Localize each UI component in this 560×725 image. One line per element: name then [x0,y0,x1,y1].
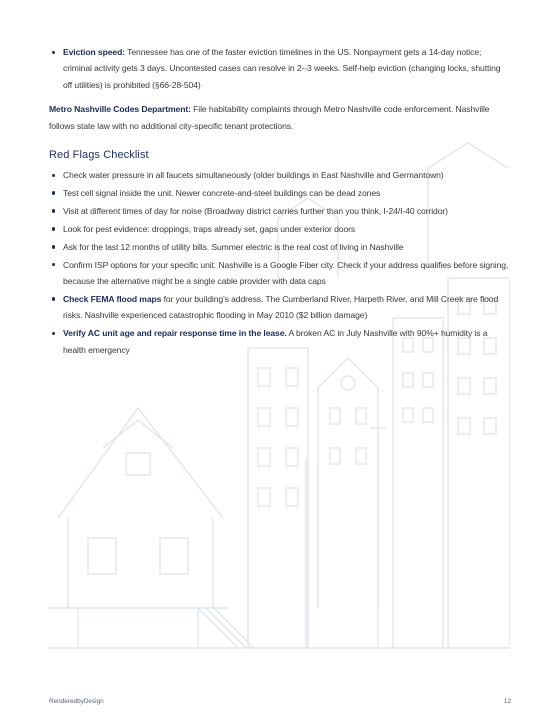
page-number: 12 [503,698,511,705]
checklist-item-text: Test cell signal inside the unit. Newer concrete-and-steel buildings can be dead zones [63,187,381,198]
bullet-icon [52,227,55,230]
checklist-item-text: Visit at different times of day for noise (Broadway district carries further than you think, I-24/I-40 corridor) [63,205,448,216]
checklist-item-emphasis: Verify AC unit age and repair response time in the lease. [63,328,287,339]
bullet-icon [52,191,55,194]
bullet-icon [52,174,55,177]
eviction-text: Tennessee has one of the faster eviction timelines in the US. Nonpayment gets a 14-day notice; criminal activity gets 3 days. Uncontested cases can resolve in 2--3 weeks. Self-help eviction (changing locks, shutting off utilities) is prohibited (§66-28-504) [63,47,501,90]
page-footer [49,698,511,705]
bullet-icon [52,51,55,54]
checklist-item [49,203,511,219]
checklist-item [49,257,511,290]
footer-brand: RenderedbyDesign [49,698,104,705]
eviction-list [49,44,511,93]
codes-text: File habitability complaints through Metro Nashville code enforcement. Nashville follows state law with no additional city-specific tenant protections. [49,104,490,131]
checklist-item [49,325,511,358]
checklist-item [49,291,511,324]
checklist-item-text: for your building's address. The Cumberland River, Harpeth River, and Mill Creek are flood risks. Nashville experienced catastrophic flooding in May 2010 ($2 billion damage) [63,293,499,321]
checklist-item-text: A broken AC in July Nashville with 90%+ humidity is a health emergency [63,328,488,355]
checklist-item-text: Look for pest evidence: droppings, traps already set, gaps under exterior doors [63,223,356,234]
bullet-icon [52,297,55,300]
bullet-icon [52,263,55,266]
checklist-item [49,239,511,255]
checklist-item [49,167,511,183]
list-item [49,44,511,93]
eviction-label: Eviction speed: [63,47,126,57]
red-flags-heading: Red Flags Checklist [49,149,149,162]
checklist-item-text: Ask for the last 12 months of utility bills. Summer electric is the real cost of living in Nashville [63,241,404,252]
codes-label: Metro Nashville Codes Department: [49,104,191,115]
checklist-item-text: Check water pressure in all faucets simultaneously (older buildings in East Nashville and Germantown) [63,170,444,181]
checklist-item-emphasis: Check FEMA flood maps [63,293,162,304]
page-content [49,44,511,360]
checklist-item-text: Confirm ISP options for your specific unit. Nashville is a Google Fiber city. Check if your address qualifies before signing, because the alternative might be a single cable provider with data caps [63,259,509,286]
checklist-item [49,185,511,201]
bullet-icon [52,245,55,248]
red-flags-list [49,167,511,358]
codes-paragraph [49,101,511,134]
bullet-icon [52,332,55,335]
checklist-item [49,221,511,237]
bullet-icon [52,209,55,212]
